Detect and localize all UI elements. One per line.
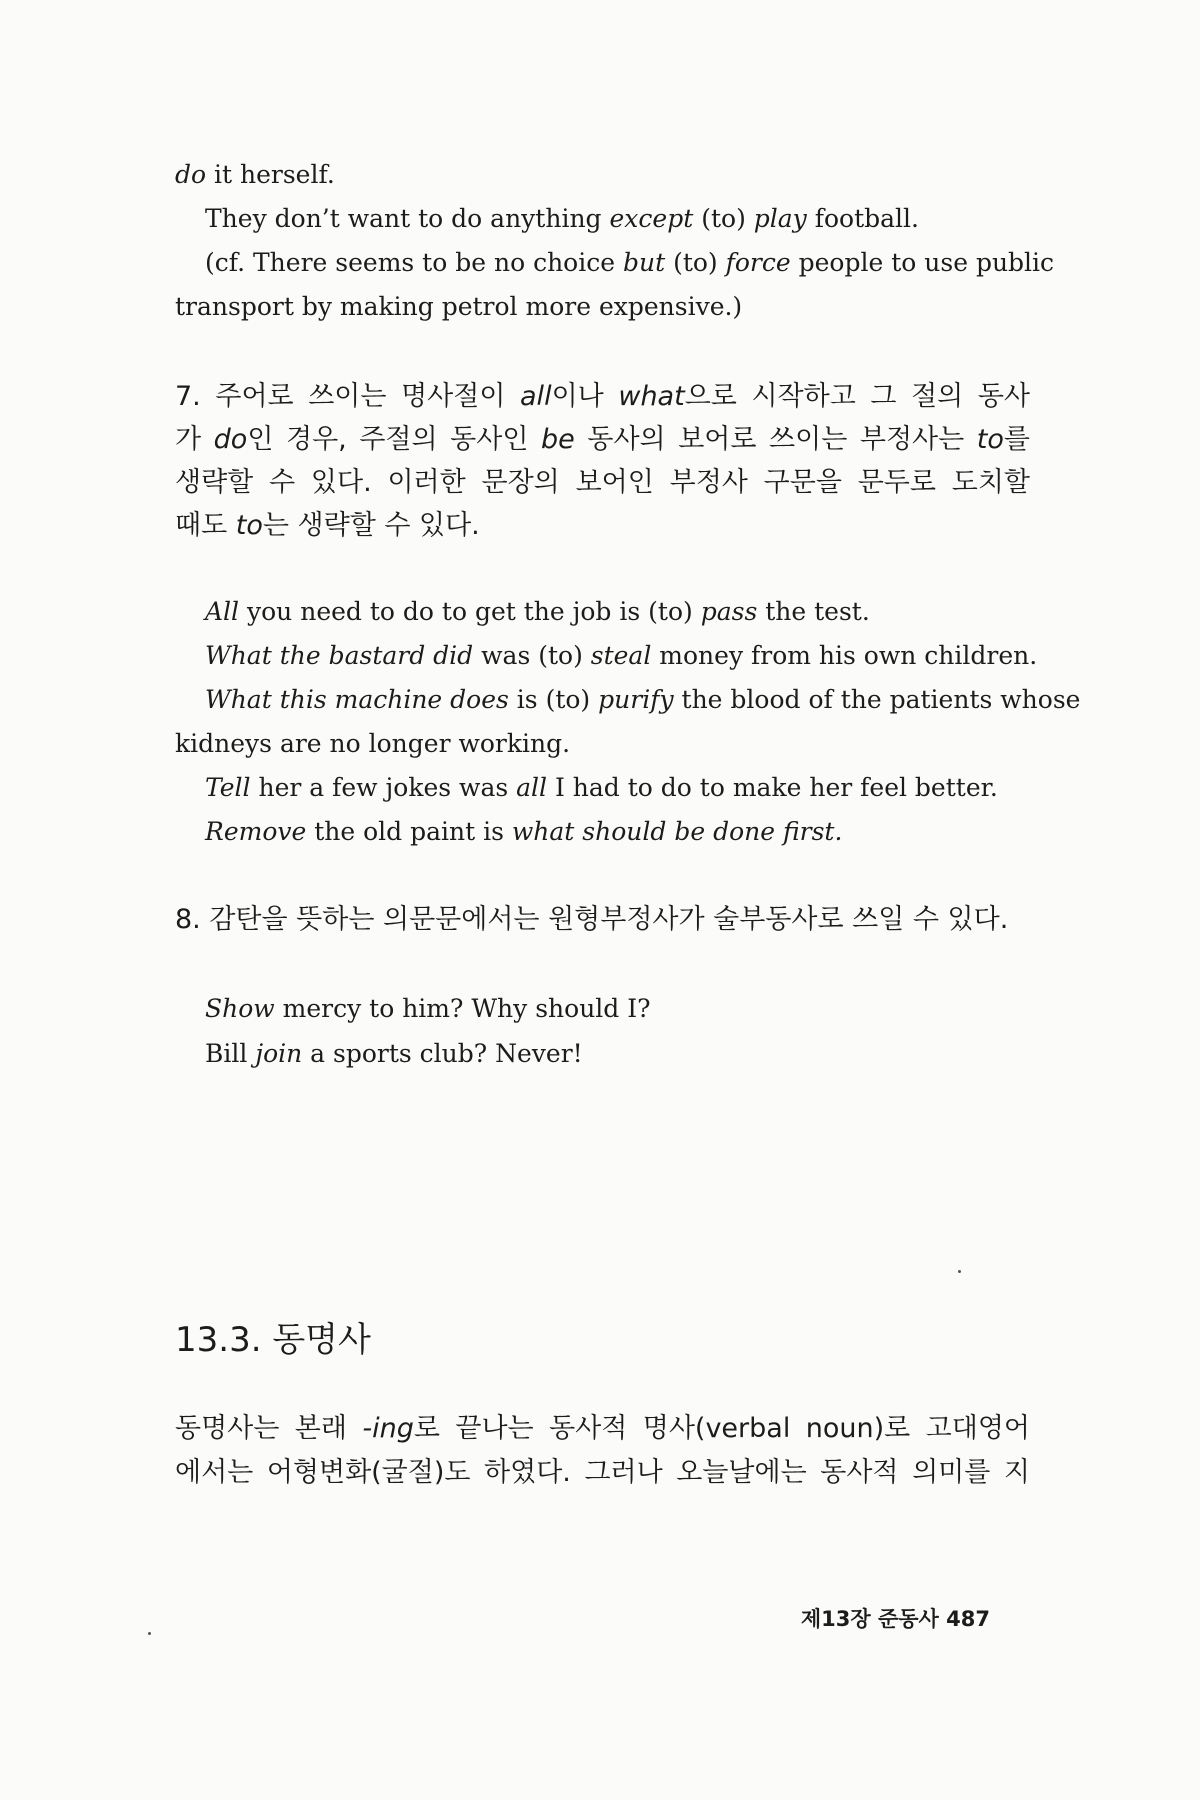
text-run: it herself. bbox=[206, 160, 335, 189]
text-run: transport by making petrol more expensive.) bbox=[175, 292, 743, 321]
italic-text: steal bbox=[590, 641, 652, 670]
text-run: 7. 주어로 쓰이는 명사절이 bbox=[175, 381, 521, 412]
text-run: (to) bbox=[665, 248, 726, 277]
rule-line bbox=[175, 423, 1030, 457]
text-run: 생략할 수 있다. 이러한 문장의 보어인 부정사 구문을 문두로 도치할 bbox=[175, 467, 1030, 498]
text-run: 으로 시작하고 그 절의 동사 bbox=[684, 381, 1031, 412]
text-run: mercy to him? Why should I? bbox=[274, 994, 651, 1023]
text-run: people to use public bbox=[790, 248, 1055, 277]
example-line bbox=[205, 992, 1030, 1026]
italic-text: Remove bbox=[205, 817, 307, 846]
example-line bbox=[205, 202, 1030, 236]
text-run: 동명사는 본래 bbox=[175, 1413, 363, 1444]
italic-text: All bbox=[205, 597, 240, 626]
section-heading: 13.3. 동명사 bbox=[175, 1320, 371, 1360]
example-line bbox=[205, 815, 1030, 849]
text-run: 는 생략할 수 있다. bbox=[262, 510, 480, 541]
italic-text: join bbox=[255, 1039, 303, 1068]
text-run: 동사의 보어로 쓰이는 부정사는 bbox=[574, 424, 977, 455]
italic-text: do bbox=[213, 424, 248, 455]
italic-text: what should be done first. bbox=[511, 817, 843, 846]
italic-text: what bbox=[618, 381, 685, 412]
italic-text: do bbox=[175, 160, 207, 189]
italic-text: force bbox=[725, 248, 791, 277]
example-line bbox=[175, 727, 1030, 761]
text-run: 인 경우, 주절의 동사인 bbox=[247, 424, 542, 455]
italic-text: to bbox=[976, 424, 1004, 455]
italic-text: play bbox=[753, 204, 807, 233]
text-run: 8. 감탄을 뜻하는 의문문에서는 원형부정사가 술부동사로 쓰일 수 있다. bbox=[175, 904, 1009, 935]
body-line bbox=[175, 1412, 1030, 1446]
text-run: 이나 bbox=[551, 381, 619, 412]
text-run: is (to) bbox=[508, 685, 599, 714]
example-line bbox=[175, 290, 1030, 324]
italic-text: Tell bbox=[205, 773, 251, 802]
text-run: you need to do to get the job is (to) bbox=[239, 597, 701, 626]
text-run: 가 bbox=[175, 424, 214, 455]
italic-text: be bbox=[541, 424, 575, 455]
text-run: (to) bbox=[693, 204, 754, 233]
example-line bbox=[205, 595, 1030, 629]
text-run: (cf. There seems to be no choice bbox=[205, 248, 623, 277]
italic-text: except bbox=[609, 204, 694, 233]
rule-line bbox=[175, 903, 1030, 937]
body-line bbox=[175, 1456, 1030, 1490]
example-line bbox=[205, 771, 1030, 805]
italic-text: -ing bbox=[362, 1413, 414, 1444]
italic-text: What the bastard did bbox=[205, 641, 474, 670]
italic-text: to bbox=[235, 510, 263, 541]
text-run: was (to) bbox=[473, 641, 591, 670]
example-line bbox=[205, 639, 1038, 673]
text-run: 를 bbox=[1003, 424, 1030, 455]
text-run: They don’t want to do anything bbox=[205, 204, 610, 233]
text-line bbox=[175, 158, 1030, 192]
text-run: football. bbox=[806, 204, 919, 233]
text-run: the old paint is bbox=[306, 817, 512, 846]
italic-text: but bbox=[622, 248, 666, 277]
italic-text: all bbox=[516, 773, 548, 802]
speck-mark bbox=[148, 1632, 151, 1635]
rule-line bbox=[175, 380, 1030, 414]
italic-text: purify bbox=[598, 685, 674, 714]
text-run: kidneys are no longer working. bbox=[175, 729, 571, 758]
text-run: 때도 bbox=[175, 510, 236, 541]
rule-line bbox=[175, 509, 1030, 543]
text-run: her a few jokes was bbox=[250, 773, 517, 802]
speck-mark bbox=[958, 1270, 961, 1273]
rule-line bbox=[175, 466, 1030, 500]
example-line bbox=[205, 246, 1055, 280]
italic-text: What this machine does bbox=[205, 685, 509, 714]
italic-text: Show bbox=[205, 994, 275, 1023]
text-run: a sports club? Never! bbox=[302, 1039, 583, 1068]
text-run: I had to do to make her feel better. bbox=[547, 773, 998, 802]
text-run: Bill bbox=[205, 1039, 256, 1068]
italic-text: pass bbox=[700, 597, 758, 626]
text-run: the test. bbox=[757, 597, 870, 626]
example-line bbox=[205, 1037, 1030, 1071]
page-footer: 제13장 준동사 487 bbox=[800, 1607, 990, 1631]
text-run: money from his own children. bbox=[651, 641, 1038, 670]
example-line bbox=[205, 683, 1081, 717]
text-run: 로 끝나는 동사적 명사(verbal noun)로 고대영어 bbox=[413, 1413, 1030, 1444]
text-run: the blood of the patients whose bbox=[673, 685, 1081, 714]
italic-text: all bbox=[520, 381, 552, 412]
text-run: 에서는 어형변화(굴절)도 하였다. 그러나 오늘날에는 동사적 의미를 지 bbox=[175, 1457, 1030, 1488]
